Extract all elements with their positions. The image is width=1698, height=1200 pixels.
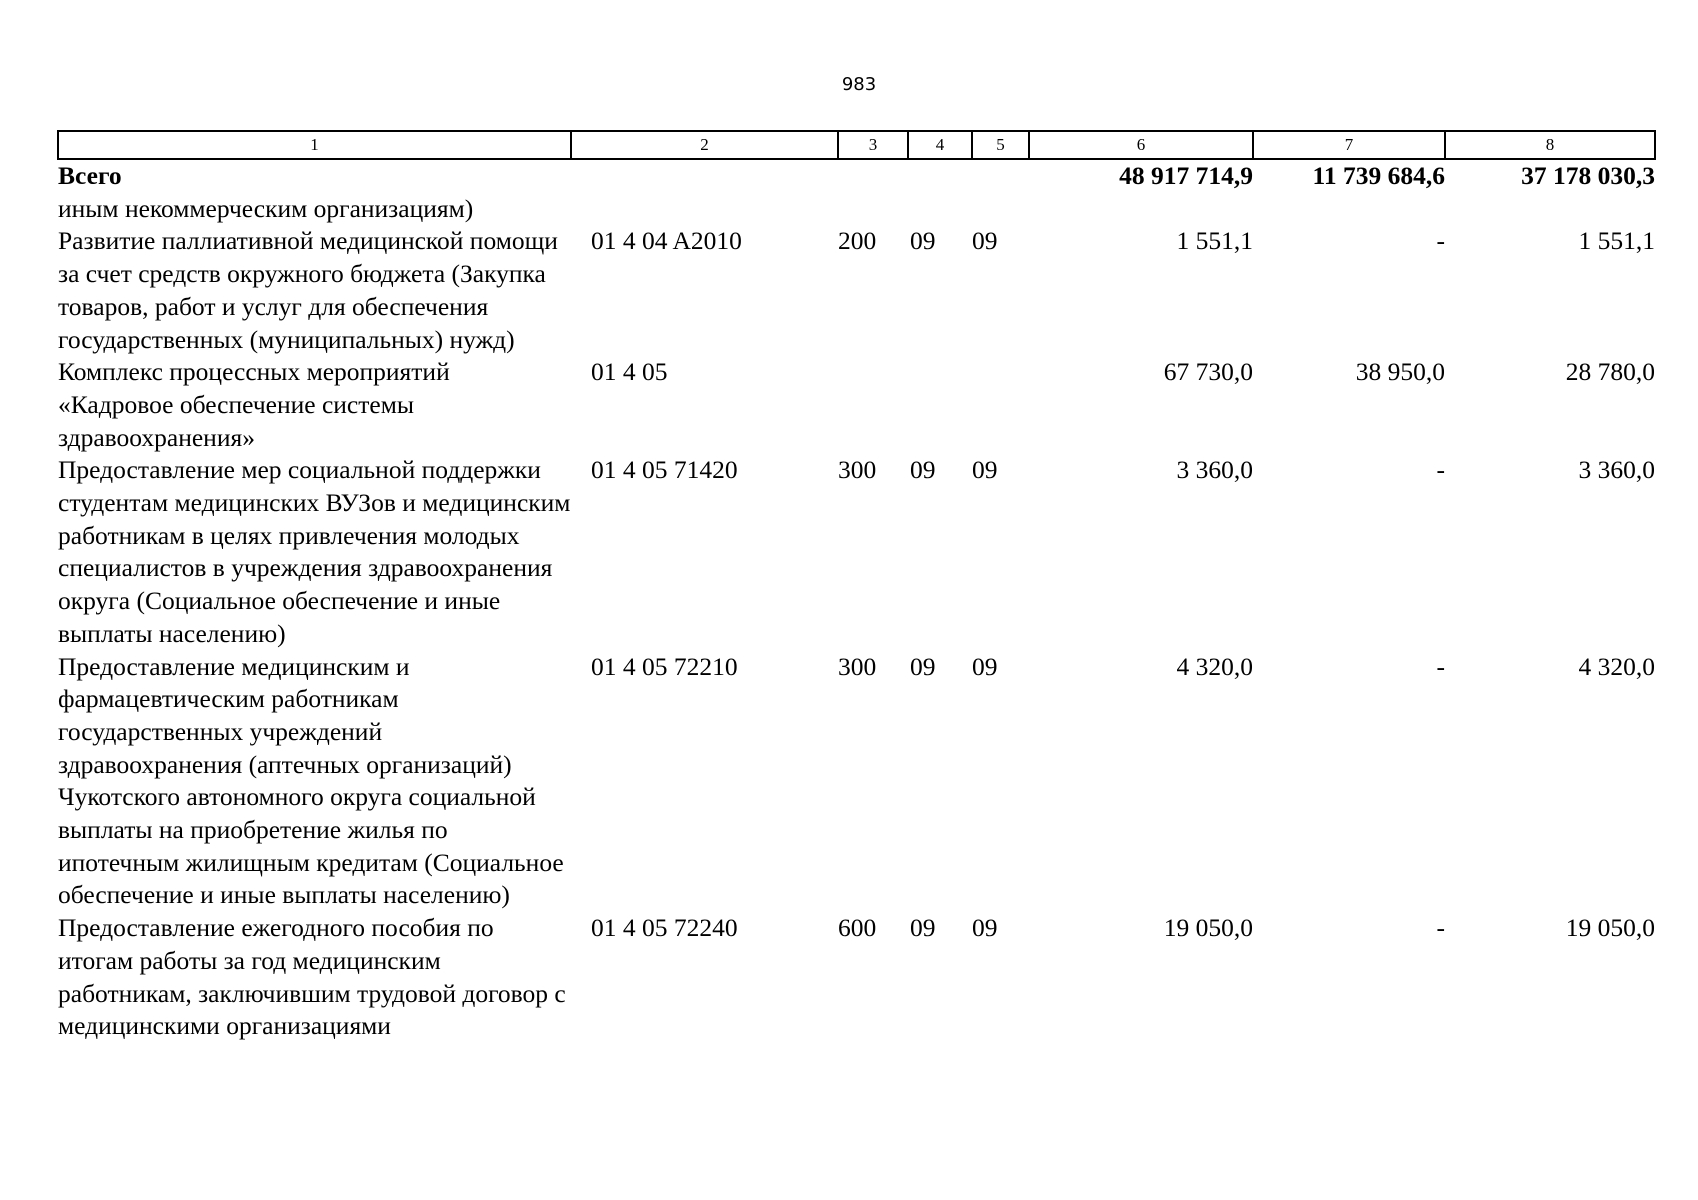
row-c7: - [1436, 913, 1445, 943]
column-number-row [58, 131, 1655, 159]
row-name: иным некоммерческим организациям) [58, 193, 474, 223]
row-c6: 1 551,1 [1176, 226, 1253, 256]
row-code: 01 4 05 [591, 357, 668, 387]
table-row [58, 651, 1655, 913]
row-c4: 09 [910, 455, 936, 485]
column-header-3: 3 [838, 131, 908, 159]
row-c5: 09 [972, 651, 998, 681]
row-c6 [1029, 193, 1253, 226]
row-code: 01 4 05 71420 [591, 455, 738, 485]
row-c8: 19 050,0 [1565, 913, 1655, 943]
column-header-7: 7 [1253, 131, 1445, 159]
column-header-5: 5 [972, 131, 1029, 159]
total-col8: 37 178 030,3 [1521, 161, 1655, 190]
row-c3: 300 [838, 651, 877, 681]
column-header-6: 6 [1029, 131, 1253, 159]
row-c8 [1445, 193, 1655, 226]
row-c4 [908, 193, 972, 226]
row-c5 [972, 356, 1029, 454]
row-c5 [972, 193, 1029, 226]
row-c8: 28 780,0 [1565, 357, 1655, 387]
table-row [58, 912, 1655, 1043]
row-c6: 3 360,0 [1176, 455, 1253, 485]
column-header-4: 4 [908, 131, 972, 159]
column-header-8: 8 [1445, 131, 1655, 159]
total-col6: 48 917 714,9 [1119, 161, 1253, 190]
row-code: 01 4 04 A2010 [591, 226, 742, 256]
row-c5: 09 [972, 226, 998, 256]
row-c5: 09 [972, 455, 998, 485]
row-c7: - [1436, 226, 1445, 256]
row-c4: 09 [910, 651, 936, 681]
total-col7: 11 739 684,6 [1312, 161, 1445, 190]
row-name: Развитие паллиативной медицинской помощи за счет средств окружного бюджета (Закупка товаров, работ и услуг для обеспечения государственных (муниципальных) нужд) [58, 226, 558, 354]
row-c6: 67 730,0 [1163, 357, 1253, 387]
column-header-1: 1 [58, 131, 571, 159]
row-c4 [908, 356, 972, 454]
row-c4: 09 [910, 913, 936, 943]
row-c7 [1253, 193, 1445, 226]
page-number: 983 [841, 74, 877, 95]
row-code: 01 4 05 72240 [591, 913, 738, 943]
row-code: 01 4 05 72210 [591, 651, 738, 681]
total-c3-cell [838, 159, 908, 193]
row-c8: 3 360,0 [1578, 455, 1655, 485]
table-header [58, 131, 1655, 159]
total-label: Всего [58, 161, 122, 190]
table-row [58, 356, 1655, 454]
row-c6: 4 320,0 [1176, 651, 1253, 681]
row-c3: 300 [838, 455, 877, 485]
row-c3 [838, 193, 908, 226]
row-c5: 09 [972, 913, 998, 943]
row-c6: 19 050,0 [1163, 913, 1253, 943]
total-c5-cell [972, 159, 1029, 193]
row-name: Предоставление мер социальной поддержки студентам медицинских ВУЗов и медицинским работникам в целях привлечения молодых специалистов в учреждения здравоохранения округа (Социальное обеспечение и иные выплаты населению) [58, 455, 571, 648]
total-code-cell [571, 159, 838, 193]
row-c7: - [1436, 455, 1445, 485]
table-row [58, 225, 1655, 356]
row-c7: 38 950,0 [1355, 357, 1445, 387]
column-header-2: 2 [571, 131, 838, 159]
budget-table [57, 130, 1656, 1043]
row-name: Предоставление ежегодного пособия по итогам работы за год медицинским работникам, заключившим трудовой договор с медицинскими организациями [58, 913, 566, 1041]
row-c3: 600 [838, 913, 877, 943]
row-c8: 4 320,0 [1578, 651, 1655, 681]
total-row [58, 159, 1655, 193]
row-c8: 1 551,1 [1578, 226, 1655, 256]
table-row [58, 454, 1655, 650]
total-c4-cell [908, 159, 972, 193]
table-row [58, 193, 1655, 226]
row-c3: 200 [838, 226, 877, 256]
row-name: Комплекс процессных мероприятий «Кадровое обеспечение системы здравоохранения» [58, 357, 450, 452]
row-name: Предоставление медицинским и фармацевтическим работникам государственных учреждений здравоохранения (аптечных организаций) Чукотского автономного округа социальной выплаты на приобретение жилья по ипотечным жилищным кредитам (Социальное обеспечение и иные выплаты населению) [58, 651, 564, 910]
row-c4: 09 [910, 226, 936, 256]
row-code [571, 193, 838, 226]
row-c7: - [1436, 651, 1445, 681]
row-c3 [838, 356, 908, 454]
